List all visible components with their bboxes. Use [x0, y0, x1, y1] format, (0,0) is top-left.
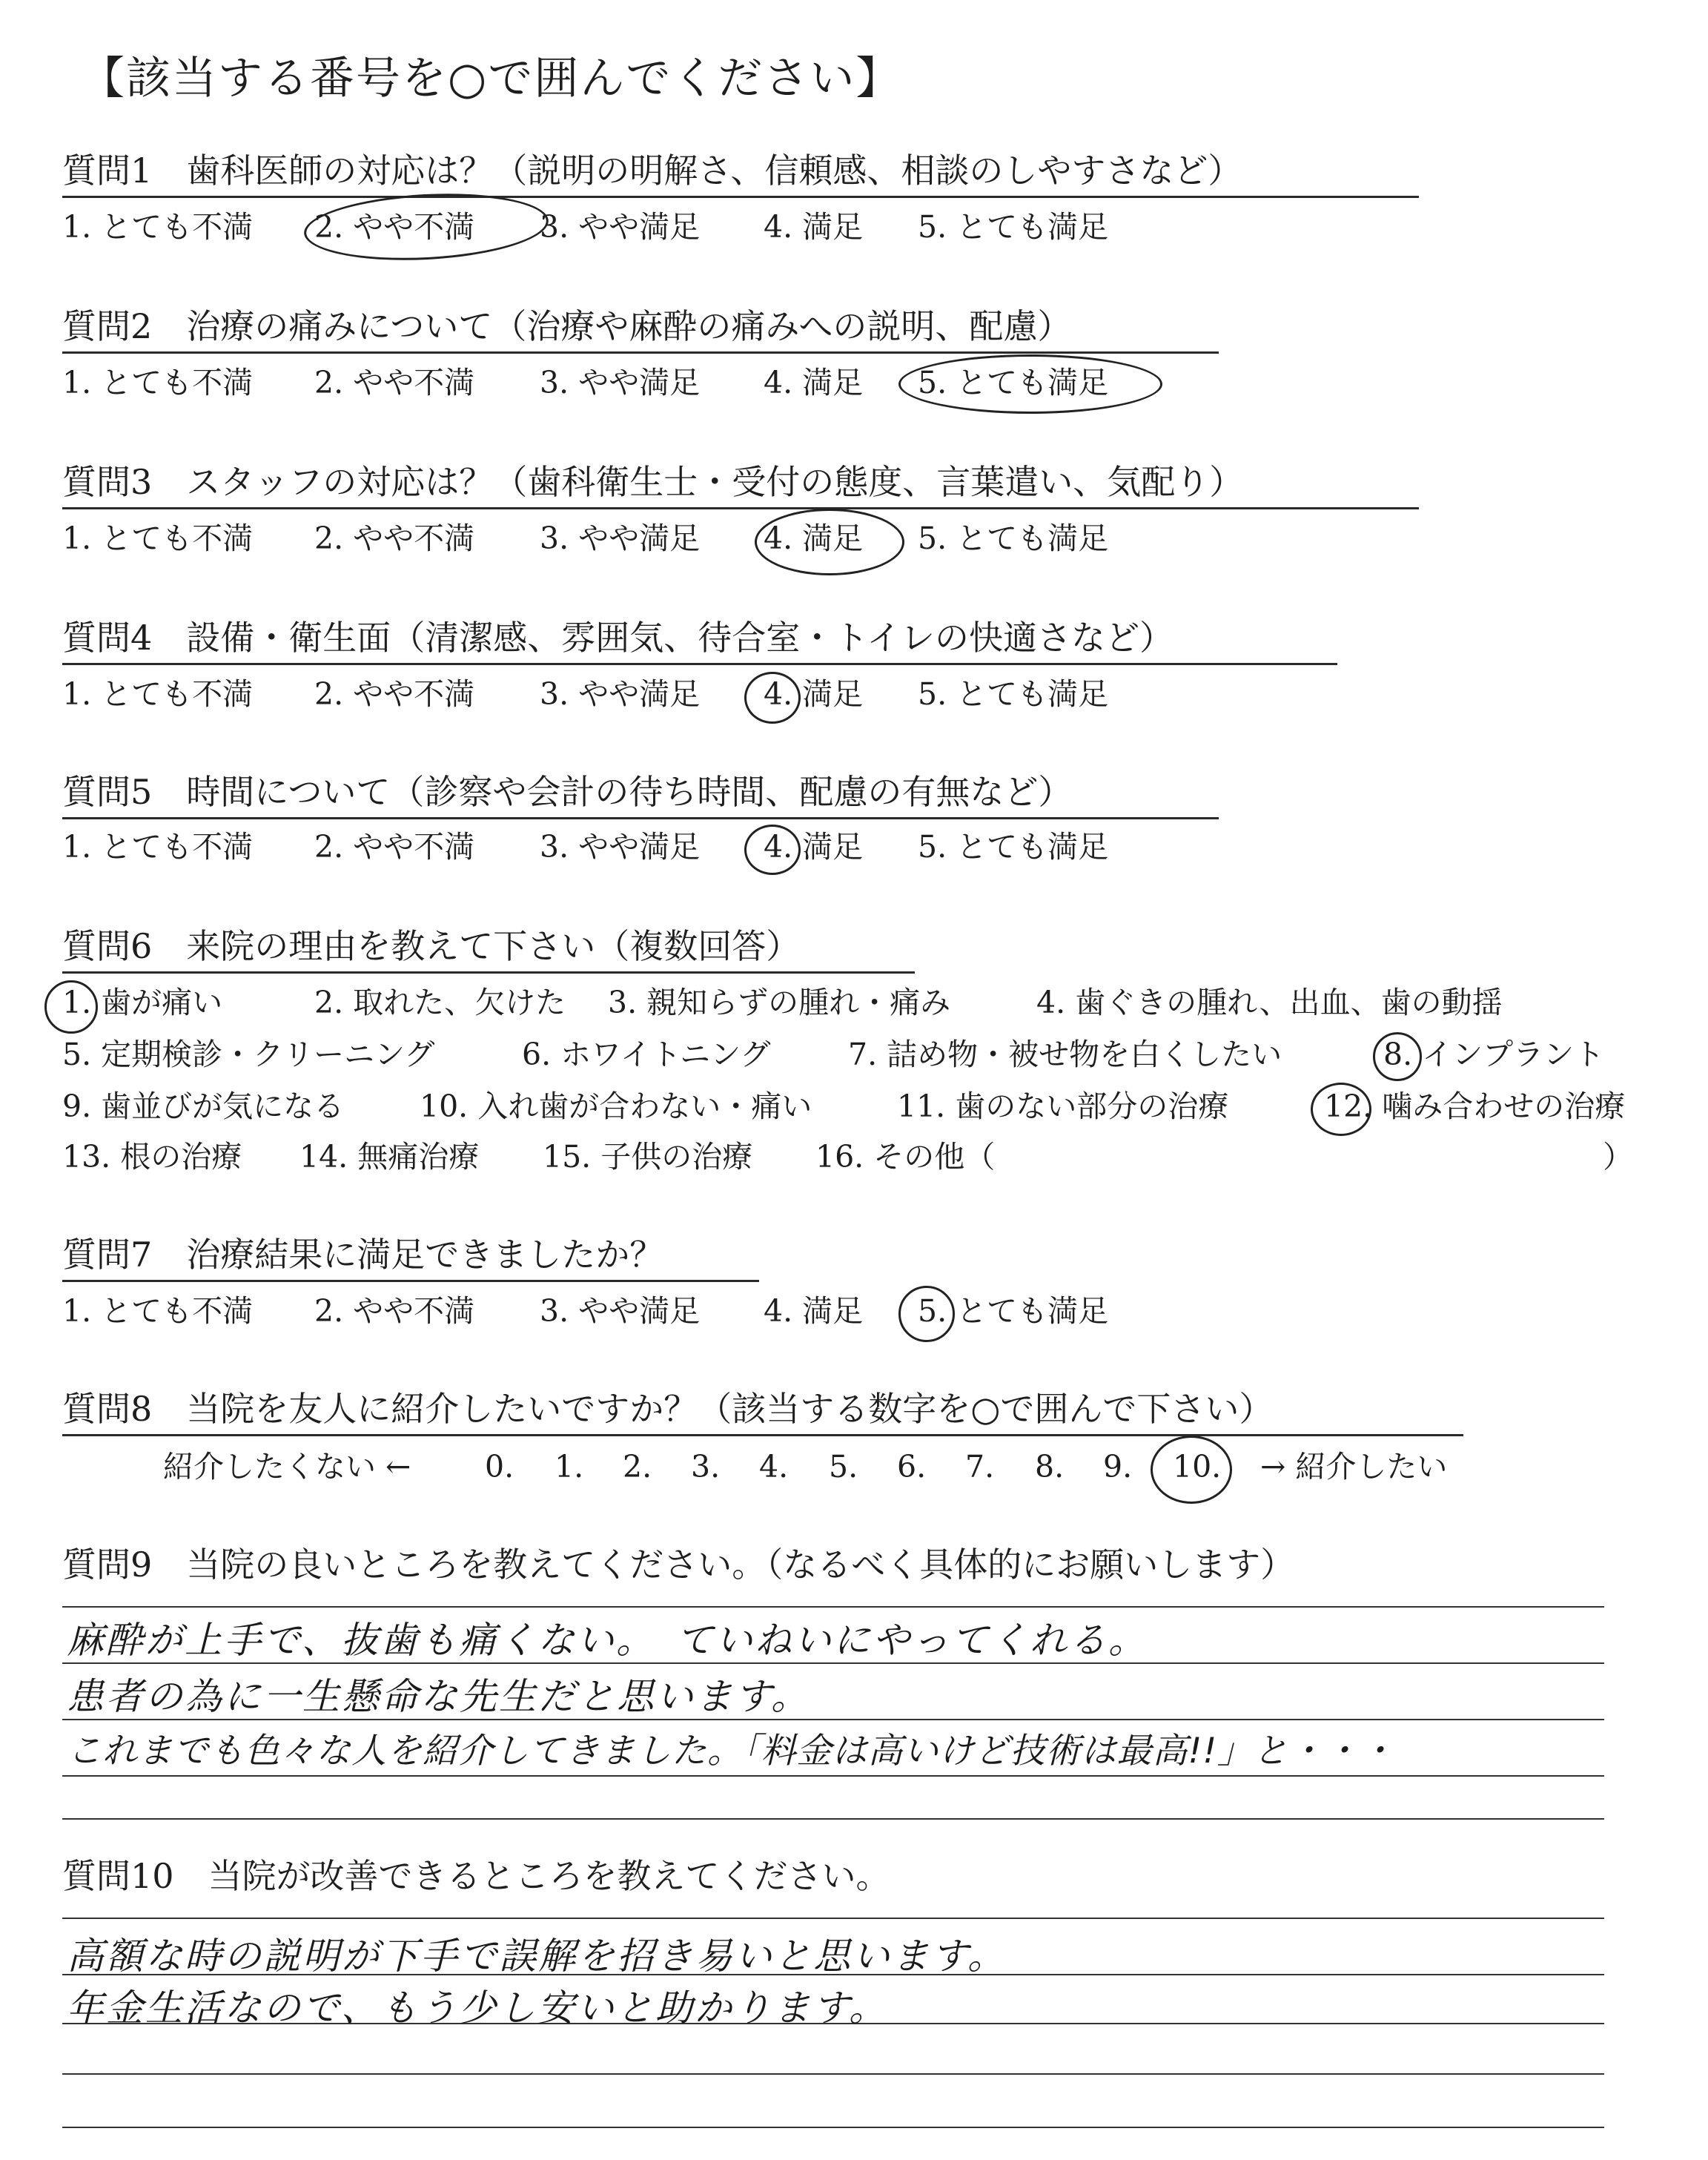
- q8-number-10[interactable]: 10.: [1173, 1449, 1222, 1484]
- q6-option-13[interactable]: 13. 根の治療: [62, 1139, 242, 1175]
- q2-option-1[interactable]: 1. とても不満: [62, 365, 254, 400]
- q5-option-1[interactable]: 1. とても不満: [62, 829, 254, 865]
- q7-option-5[interactable]: 5. とても満足: [918, 1293, 1109, 1329]
- q7-option-1[interactable]: 1. とても不満: [62, 1293, 254, 1329]
- q10-rule-3: [62, 2073, 1604, 2075]
- q9-rule-3: [62, 1775, 1604, 1777]
- q9-rule-4: [62, 1818, 1604, 1820]
- q6-option-11[interactable]: 11. 歯のない部分の治療: [897, 1089, 1229, 1124]
- q4-option-4[interactable]: 4. 満足: [764, 676, 864, 712]
- survey-header: 【該当する番号を○で囲んでください】: [80, 53, 902, 105]
- q9-rule-top: [62, 1606, 1604, 1608]
- q8-number-2[interactable]: 2.: [623, 1449, 652, 1484]
- q6-option-1[interactable]: 1. 歯が痛い: [62, 985, 223, 1020]
- q7-title: 質問7 治療結果に満足できましたか？: [62, 1235, 664, 1275]
- q6-option-10[interactable]: 10. 入れ歯が合わない・痛い: [420, 1089, 812, 1124]
- q6-option-7[interactable]: 7. 詰め物・被せ物を白くしたい: [848, 1037, 1282, 1072]
- q1-option-4[interactable]: 4. 満足: [764, 209, 864, 245]
- q8-number-6[interactable]: 6.: [897, 1449, 927, 1484]
- q6-option-12[interactable]: 12. 噛み合わせの治療: [1324, 1089, 1626, 1124]
- q2-title: 質問2 治療の痛みについて（治療や麻酔の痛みへの説明、配慮）: [62, 306, 1072, 346]
- q1-option-2[interactable]: 2. やや不満: [314, 209, 475, 245]
- q2-option-5[interactable]: 5. とても満足: [918, 365, 1109, 400]
- q7-underline: [62, 1280, 759, 1282]
- q5-option-5[interactable]: 5. とても満足: [918, 829, 1109, 865]
- q1-option-5[interactable]: 5. とても満足: [918, 209, 1109, 245]
- q8-number-4[interactable]: 4.: [759, 1449, 789, 1484]
- q8-number-8[interactable]: 8.: [1035, 1449, 1065, 1484]
- q2-underline: [62, 351, 1219, 354]
- q8-number-5[interactable]: 5.: [829, 1449, 858, 1484]
- q8-number-3[interactable]: 3.: [691, 1449, 721, 1484]
- q5-option-3[interactable]: 3. やや満足: [540, 829, 701, 865]
- q10-title: 質問10 当院が改善できるところを教えてください。: [62, 1856, 890, 1896]
- q4-option-2[interactable]: 2. やや不満: [314, 676, 475, 712]
- q8-number-9[interactable]: 9.: [1103, 1449, 1133, 1484]
- q5-option-4[interactable]: 4. 満足: [764, 829, 864, 865]
- q6-other-close-paren: ）: [1603, 1139, 1633, 1175]
- q8-number-7[interactable]: 7.: [965, 1449, 995, 1484]
- q9-answer-line-3: これまでも色々な人を紹介してきました。「料金は高いけど技術は最高!!」と・・・: [67, 1731, 1396, 1771]
- q2-option-3[interactable]: 3. やや満足: [540, 365, 701, 400]
- q6-option-16[interactable]: 16. その他（: [815, 1139, 996, 1175]
- q10-answer-line-2: 年金生活なので、もう少し安いと助かります。: [67, 1986, 888, 2029]
- q1-option-1[interactable]: 1. とても不満: [62, 209, 254, 245]
- q6-option-4[interactable]: 4. 歯ぐきの腫れ、出血、歯の動揺: [1036, 985, 1503, 1020]
- q7-option-2[interactable]: 2. やや不満: [314, 1293, 475, 1329]
- q8-title: 質問8 当院を友人に紹介したいですか？（該当する数字を○で囲んで下さい）: [62, 1389, 1274, 1429]
- q6-option-9[interactable]: 9. 歯並びが気になる: [62, 1089, 345, 1124]
- q2-option-4[interactable]: 4. 満足: [764, 365, 864, 400]
- q6-title: 質問6 来院の理由を教えて下さい（複数回答）: [62, 926, 801, 966]
- q6-option-15[interactable]: 15. 子供の治療: [543, 1139, 753, 1175]
- q3-option-2[interactable]: 2. やや不満: [314, 521, 475, 556]
- q5-underline: [62, 817, 1219, 819]
- q5-option-2[interactable]: 2. やや不満: [314, 829, 475, 865]
- q10-rule-top: [62, 1918, 1604, 1919]
- q5-title: 質問5 時間について（診察や会計の待ち時間、配慮の有無など）: [62, 772, 1073, 812]
- q8-number-0[interactable]: 0.: [485, 1449, 514, 1484]
- q6-option-3[interactable]: 3. 親知らずの腫れ・痛み: [608, 985, 951, 1020]
- q9-answer-line-1: 麻酔が上手で、抜歯も痛くない。 ていねいにやってくれる。: [67, 1619, 1148, 1662]
- q3-option-3[interactable]: 3. やや満足: [540, 521, 701, 556]
- q8-right-label: → 紹介したい: [1260, 1449, 1448, 1484]
- q3-option-4[interactable]: 4. 満足: [764, 521, 864, 556]
- q4-option-3[interactable]: 3. やや満足: [540, 676, 701, 712]
- q6-option-5[interactable]: 5. 定期検診・クリーニング: [62, 1037, 435, 1072]
- q7-option-4[interactable]: 4. 満足: [764, 1293, 864, 1329]
- q3-option-5[interactable]: 5. とても満足: [918, 521, 1109, 556]
- q9-answer-line-2: 患者の為に一生懸命な先生だと思います。: [67, 1675, 810, 1718]
- q3-option-1[interactable]: 1. とても不満: [62, 521, 254, 556]
- q6-underline: [62, 971, 915, 974]
- q4-option-1[interactable]: 1. とても不満: [62, 676, 254, 712]
- q10-rule-4: [62, 2127, 1604, 2128]
- q4-title: 質問4 設備・衛生面（清潔感、雰囲気、待合室・トイレの快適さなど）: [62, 618, 1174, 658]
- q6-option-8[interactable]: 8. インプラント: [1383, 1037, 1605, 1072]
- q1-option-3[interactable]: 3. やや満足: [540, 209, 701, 245]
- q4-option-5[interactable]: 5. とても満足: [918, 676, 1109, 712]
- q8-left-label: 紹介したくない ←: [163, 1449, 411, 1484]
- q7-option-3[interactable]: 3. やや満足: [540, 1293, 701, 1329]
- q8-number-1[interactable]: 1.: [555, 1449, 584, 1484]
- q9-title: 質問9 当院の良いところを教えてください。（なるべく具体的にお願いします）: [62, 1545, 1295, 1585]
- q6-option-14[interactable]: 14. 無痛治療: [299, 1139, 480, 1175]
- q8-underline: [62, 1434, 1463, 1436]
- q10-answer-line-1: 高額な時の説明が下手で誤解を招き易いと思います。: [67, 1935, 1007, 1978]
- q2-option-2[interactable]: 2. やや不満: [314, 365, 475, 400]
- q6-option-6[interactable]: 6. ホワイトニング: [522, 1037, 771, 1072]
- q3-underline: [62, 507, 1419, 509]
- q1-title: 質問1 歯科医師の対応は？（説明の明解さ、信頼感、相談のしやすさなど）: [62, 151, 1242, 191]
- q6-option-2[interactable]: 2. 取れた、欠けた: [314, 985, 566, 1020]
- q3-title: 質問3 スタッフの対応は？（歯科衛生士・受付の態度、言葉遣い、気配り）: [62, 462, 1244, 502]
- q1-underline: [62, 196, 1419, 198]
- q4-underline: [62, 663, 1337, 665]
